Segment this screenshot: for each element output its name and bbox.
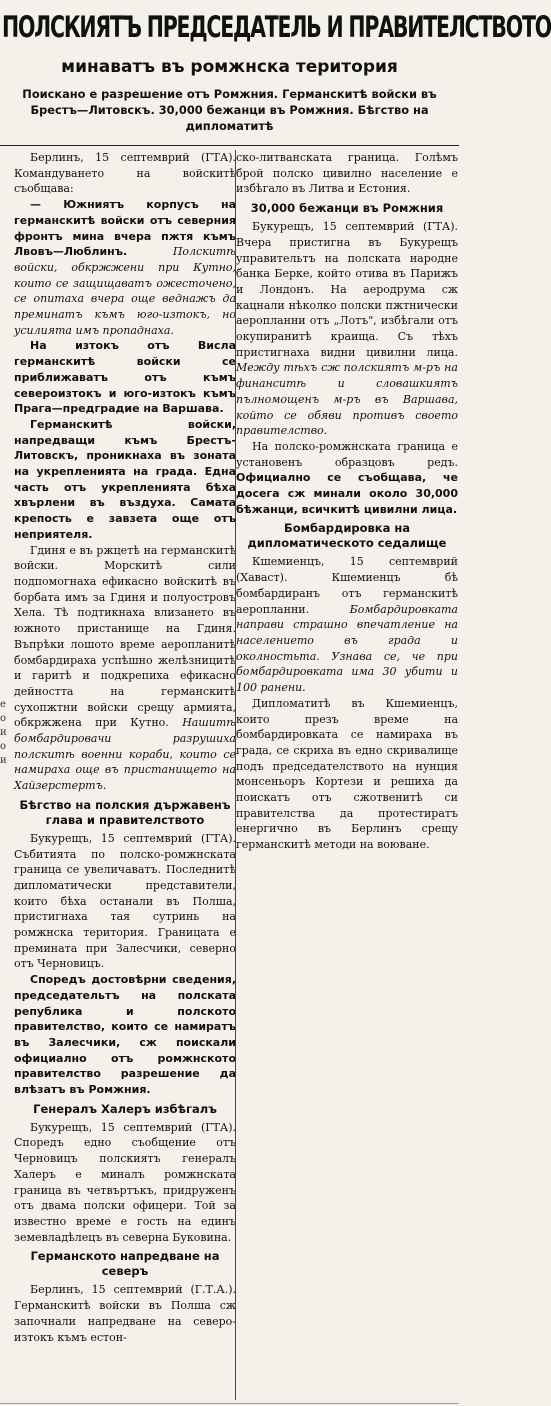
paragraph-president-request: Споредъ достовѣрни сведения, председательтъ на полската република и полското правителство, които се намиратъ въ Залесчики, сж поискали официално отъ ромжнското правителство разрешение да влѣзатъ въ Ромжния. <box>14 973 236 1097</box>
paragraph-brest-litovsk: Германскитѣ войски, напредващи къмъ Брестъ-Литовскъ, проникнаха въ зоната на укрепленията на града. Една часть отъ укрепленията бѣха хвърлени въ въздуха. Самата крепость е завзета още отъ неприятеля. <box>14 417 236 541</box>
arrivals-text: Букурещъ, 15 септемврий (ГТА). Вчера пристигна въ Букурещъ управительтъ на полската народне банка Берке, който отива въ Парижъ и Лондонъ. На аеродрума сж кацнали нѣколко полски пжтнически аеропланни отъ „Лотъ", избѣгали отъ окупиранитѣ краища. Съ тѣхъ пристигнаха видни цивилни лица. <box>236 220 458 359</box>
subheading-refugees: 30,000 бежанци въ Ромжния <box>250 201 444 216</box>
subheading-german-advance-north: Германското напредване на северъ <box>30 1249 220 1279</box>
paragraph-bucharest-arrivals <box>236 219 458 439</box>
paragraph-border-order <box>236 439 458 518</box>
bombers-italic-text: Нашитѣ бомбардировачи разрушиха полскитѣ военни кораби, които се намираха още въ пристанището на Хайзерстертъ. <box>14 716 236 793</box>
border-order-text: На полско-ромжнската граница е установенъ образцовъ редъ. <box>236 439 458 469</box>
krzemieniec-text: Кшемиенцъ, 15 септемврий (Хаваст). Кшемиенцъ бѣ бомбардиранъ отъ германскитѣ аеропланни. <box>236 555 458 616</box>
paragraph-bucharest-border: Букурещъ, 15 септемврий (ГТА). Събитията по полско-ромжнската граница се увеличаватъ. Последнитѣ дипломатически представители, които бѣха останали въ Полша, пристигнаха тая сутринь на ромжнска територия. Границата е премината при Залесчики, северно отъ Черновицъ. <box>14 831 236 971</box>
paragraph-continued-border: ско-литванската граница. Голѣмъ брой полско цивилно население е избѣгало въ Литва и Естония. <box>236 151 458 196</box>
dateline-berlin: Берлинъ, 15 септемврий (ГТА). Командуването на войскитѣ съобщава: <box>14 151 236 196</box>
ministers-italic-text: Между тѣхъ сж полскиятъ м-ръ на финанситѣ и словашкиятъ пълномощенъ м-ръ въ Варшава, който се обяви противъ своето правителство. <box>236 361 458 438</box>
subheading-bombardment: Бомбардировка на дипломатическото седалище <box>247 521 447 551</box>
paragraph-haller: Букурещъ, 15 септемврий (ГТА). Споредъ едно съобщение отъ Черновицъ полскиятъ генералъ Халеръ е миналъ ромжнската граница въ четвъртъкъ, придруженъ отъ двама полски офицери. Той за известно време е гость на единъ земевладѣлецъ въ северна Буковина. <box>14 1120 236 1244</box>
bottom-rule <box>0 1403 459 1404</box>
margin-fragment: е о и о и <box>0 699 7 766</box>
bombardment-italic-text: Бомбардировката направи страшно впечатление на населението въ града и околностьта. Узнава се, че при бомбардировката има 30 убити и 100 ранени. <box>236 602 458 695</box>
article-column-left <box>14 150 236 1402</box>
paragraph-gdynia <box>14 543 236 794</box>
kutno-italic-text: Полскитѣ войски, обкржжени при Кутно, които се защищаватъ ожесточено, се опитаха вчера още веднажъ да преминатъ къмъ юго-изтокъ, но усилията имъ пропаднаха. <box>14 245 236 337</box>
subheading-general-haller: Генералъ Халеръ избѣгалъ <box>33 1101 217 1116</box>
southern-corps-text: — Южниятъ корпусъ на германскитѣ войски отъ северния фронтъ мина вчера пжтя къмъ Лвовъ—Люблинъ. <box>14 198 236 259</box>
paragraph-east-of-vistula: На изтокъ отъ Висла германскитѣ войски се приближаватъ отъ къмъ североизтокъ и юго-изтокъ къмъ Прага—предградие на Варшава. <box>14 339 236 416</box>
paragraph-southern-corps <box>14 197 236 338</box>
refugees-count-text: Официално се съобщава, че досега сж минали около 30,000 бѣжанци, всичкитѣ цивилни лица. <box>236 471 458 516</box>
article-column-right <box>236 150 458 1402</box>
summary-deck: Поискано е разрешение отъ Ромжния. Германскитѣ войски въ Брестъ—Литовскъ. 30,000 бежанци въ Ромжния. Бѣгство на дипломатитѣ <box>22 87 437 133</box>
headline: ПОЛСКИЯТЪ ПРЕДСЕДАТЕЛЬ И ПРАВИТЕЛСТВОТО <box>2 9 551 45</box>
subheadline: минаватъ въ ромжнска територия <box>61 57 398 77</box>
gdynia-text: Гдиня е въ ржцетѣ на германскитѣ войски. Морскитѣ сили подпомогнаха ефикасно войскитѣ въ борбата имъ за Гдиня и полуостровъ Хела. Тѣ подтикнаха влизането въ южното пристанище на Гдиня. Въпрѣки лошото време аеропланитѣ бомбардираха успѣшно желѣзницитѣ и гаритѣ и подкрепиха ефикасно дейността на германскитѣ сухопжтни войски срещу армията, обкржжена при Кутно. <box>14 543 236 730</box>
header-rule <box>0 145 459 146</box>
paragraph-german-advance: Берлинъ, 15 септемврий (Г.Т.А.). Германскитѣ войски въ Полша сж започнали напредване на северо-изтокъ къмъ естон- <box>14 1283 236 1344</box>
paragraph-diplomats-shelter: Дипломатитѣ въ Кшемиенцъ, които презъ време на бомбардировката се намираха въ града, се скриха въ едно скривалище подъ председателството на нунция монсеньоръ Кортези и решиха да поискатъ отъ сжотвенитѣ си правителства да протестиратъ енергично въ Берлинъ срещу германскитѣ методи на воюване. <box>236 696 458 852</box>
paragraph-krzemieniec <box>236 554 458 695</box>
subheading-flight-of-head-of-state: Бѣгство на полския държавенъ глава и правителството <box>19 797 231 827</box>
